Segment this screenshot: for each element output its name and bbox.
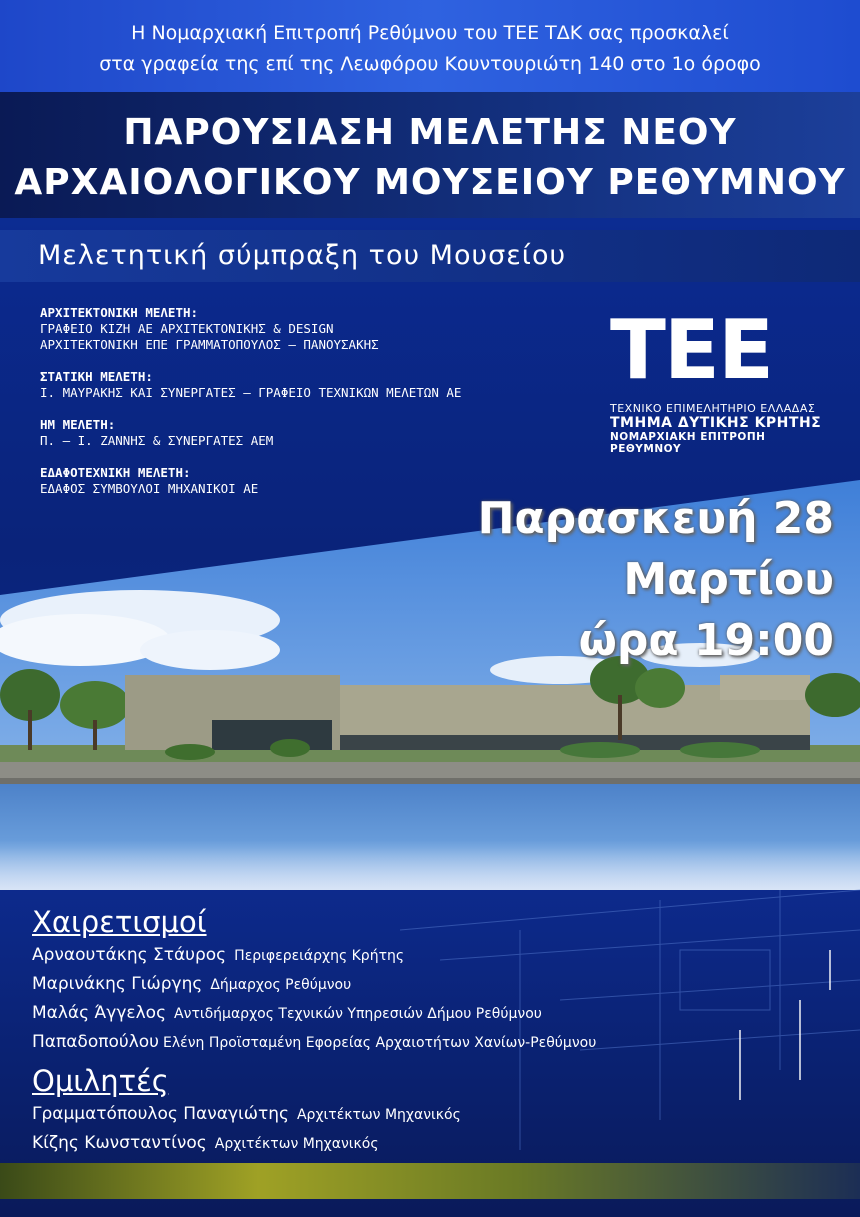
person-name: Γραμματόπουλος Παναγιώτης xyxy=(32,1104,289,1124)
event-date-day: Παρασκευή 28 xyxy=(477,493,834,544)
footer-bar xyxy=(0,1163,860,1199)
credit-group xyxy=(40,369,600,401)
greeter-row xyxy=(32,941,596,970)
greetings-heading: Χαιρετισμοί xyxy=(32,905,207,939)
event-date-time: ώρα 19:00 xyxy=(578,615,834,666)
invitation-text xyxy=(0,18,860,80)
speakers-section xyxy=(32,1062,461,1158)
person-name: Μαρινάκης Γιώργης xyxy=(32,974,203,994)
credit-group xyxy=(40,417,600,449)
credit-group xyxy=(40,305,600,353)
event-title-line-2: ΑΡΧΑΙΟΛΟΓΙΚΟΥ ΜΟΥΣΕΙΟΥ ΡΕΘΥΜΝΟΥ xyxy=(14,162,846,203)
tee-logo xyxy=(610,303,830,455)
credit-line: ΕΔΑΦΟΣ ΣΥΜΒΟΥΛΟΙ ΜΗΧΑΝΙΚΟΙ ΑΕ xyxy=(40,481,259,496)
person-name: Μαλάς Άγγελος xyxy=(32,1003,167,1023)
credit-heading: ΣΤΑΤΙΚΗ ΜΕΛΕΤΗ: xyxy=(40,369,153,384)
credit-line: ΑΡΧΙΤΕΚΤΟΝΙΚΗ ΕΠΕ ΓΡΑΜΜΑΤΟΠΟΥΛΟΣ – ΠΑΝΟΥΣΑΚΗΣ xyxy=(40,337,379,352)
event-date xyxy=(478,488,834,671)
invitation-line-1: Η Νομαρχιακή Επιτροπή Ρεθύμνου του ΤΕΕ ΤΔΚ σας προσκαλεί xyxy=(131,22,729,44)
credit-line: ΓΡΑΦΕΙΟ ΚΙΖΗ ΑΕ ΑΡΧΙΤΕΚΤΟΝΙΚΗΣ & DESIGN xyxy=(40,321,334,336)
person-role: Αρχιτέκτων Μηχανικός xyxy=(214,1136,379,1152)
greetings-section xyxy=(32,903,596,1057)
event-title xyxy=(0,108,860,208)
greeter-row xyxy=(32,999,596,1028)
person-role: Περιφερειάρχης Κρήτης xyxy=(234,948,405,964)
person-role: Αντιδήμαρχος Τεχνικών Υπηρεσιών Δήμου Ρεθύμνου xyxy=(174,1006,542,1022)
tee-logo-line-1: ΤΕΧΝΙΚΟ ΕΠΙΜΕΛΗΤΗΡΙΟ ΕΛΛΑΔΑΣ xyxy=(610,402,816,415)
speakers-heading: Ομιλητές xyxy=(32,1064,169,1098)
person-name: Κίζης Κωνσταντίνος xyxy=(32,1133,207,1153)
credit-heading: ΗΜ ΜΕΛΕΤΗ: xyxy=(40,417,116,432)
credit-heading: ΑΡΧΙΤΕΚΤΟΝΙΚΗ ΜΕΛΕΤΗ: xyxy=(40,305,199,320)
invitation-line-2: στα γραφεία της επί της Λεωφόρου Κουντουριώτη 140 στο 1ο όροφο xyxy=(99,53,761,75)
credit-line: Π. – Ι. ΖΑΝΝΗΣ & ΣΥΝΕΡΓΑΤΕΣ ΑΕΜ xyxy=(40,433,274,448)
event-subtitle: Μελετητική σύμπραξη του Μουσείου xyxy=(38,240,567,271)
person-role: Αρχιτέκτων Μηχανικός xyxy=(296,1107,461,1123)
greeter-row xyxy=(32,1028,596,1057)
greeter-row xyxy=(32,970,596,999)
credit-line: Ι. ΜΑΥΡΑΚΗΣ ΚΑΙ ΣΥΝΕΡΓΑΤΕΣ – ΓΡΑΦΕΙΟ ΤΕΧΝΙΚΩΝ ΜΕΛΕΤΩΝ ΑΕ xyxy=(40,385,462,400)
tee-logo-line-3: ΝΟΜΑΡΧΙΑΚΗ ΕΠΙΤΡΟΠΗ ΡΕΘΥΜΝΟΥ xyxy=(610,431,766,455)
person-name: Αρναουτάκης Στάυρος xyxy=(32,945,227,965)
event-title-line-1: ΠΑΡΟΥΣΙΑΣΗ ΜΕΛΕΤΗΣ ΝΕΟΥ xyxy=(123,112,737,153)
speaker-row xyxy=(32,1129,461,1158)
person-role: Ελένη Προϊσταμένη Εφορείας Αρχαιοτήτων Χανίων-Ρεθύμνου xyxy=(163,1035,597,1051)
person-name: Παπαδοπούλου xyxy=(32,1032,160,1052)
credit-heading: ΕΔΑΦΟΤΕΧΝΙΚΗ ΜΕΛΕΤΗ: xyxy=(40,465,191,480)
person-role: Δήμαρχος Ρεθύμνου xyxy=(210,977,352,993)
tee-logo-line-2: ΤΜΗΜΑ ΔΥΤΙΚΗΣ ΚΡΗΤΗΣ xyxy=(610,415,822,431)
speaker-row xyxy=(32,1100,461,1129)
tee-logo-mark: ΤΕΕ xyxy=(610,303,772,398)
event-date-month: Μαρτίου xyxy=(623,554,834,605)
